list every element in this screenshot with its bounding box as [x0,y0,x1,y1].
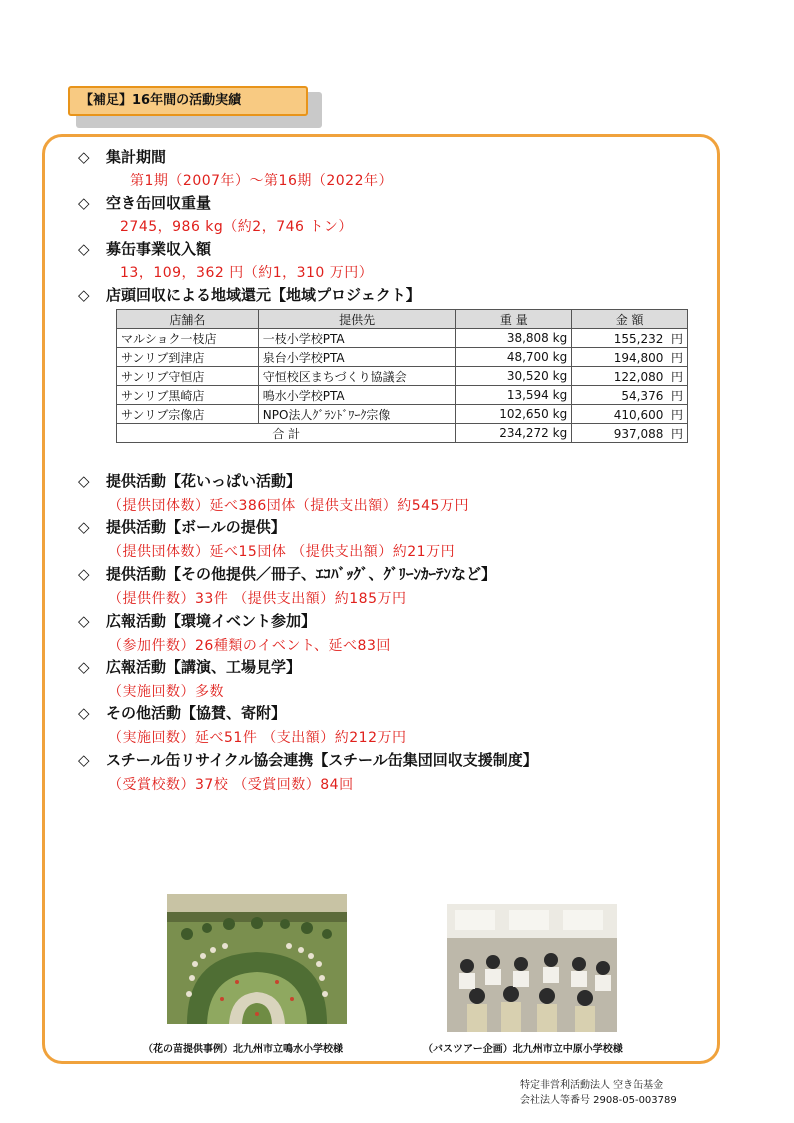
diamond-icon: ◇ [78,565,90,583]
diamond-icon: ◇ [78,286,90,304]
store-cell: サンリブ宗像店 [117,405,259,424]
activity-value: （提供件数）33件 （提供支出額）約185万円 [108,591,407,607]
store-cell: サンリブ守恒店 [117,367,259,386]
diamond-icon: ◇ [78,472,90,490]
yen-unit: 円 [670,426,683,441]
table-row [117,386,688,405]
amount-value: 155,232 [613,331,664,346]
table-row [117,367,688,386]
table-header-cell: 店舗名 [117,310,259,329]
activity-value: （実施回数）多数 [108,684,224,700]
section-project-heading [78,284,421,305]
amount-value: 122,080 [613,369,664,384]
weight-cell: 13,594 kg [456,386,572,405]
amount-cell [572,386,688,405]
activity-title: 提供活動【その他提供／冊子、ｴｺﾊﾞｯｸﾞ、ｸﾞﾘｰﾝｶｰﾃﾝなど】 [106,565,497,583]
diamond-icon: ◇ [78,240,90,258]
total-weight: 234,272 kg [456,424,572,443]
table-row [117,329,688,348]
amount-value: 54,376 [621,388,664,403]
activity-value: （提供団体数）延べ386団体（提供支出額）約545万円 [108,498,469,514]
activity-heading [78,516,286,537]
destination-cell: 守恒校区まちづくり協議会 [258,367,456,386]
total-amount [572,424,688,443]
activity-heading [78,563,496,584]
activity-heading [78,656,301,677]
destination-cell: 鳴水小学校PTA [258,386,456,405]
amount-cell [572,329,688,348]
activity-value: （参加件数）26種類のイベント、延べ83回 [108,638,391,654]
weight-cell: 38,808 kg [456,329,572,348]
weight-cell: 102,650 kg [456,405,572,424]
yen-unit: 円 [670,350,683,365]
footer-organization: 特定非営利活動法人 空き缶基金 [520,1080,664,1091]
section-period-title: 集計期間 [106,148,167,166]
yen-unit: 円 [670,407,683,422]
yen-unit: 円 [670,388,683,403]
activity-value: （提供団体数）延べ15団体 （提供支出額）約21万円 [108,544,456,560]
diamond-icon: ◇ [78,194,90,212]
table-header-cell: 提供先 [258,310,456,329]
store-cell: サンリブ到津店 [117,348,259,367]
activity-value: （実施回数）延べ51件 （支出額）約212万円 [108,730,407,746]
activity-heading [78,610,316,631]
weight-cell: 30,520 kg [456,367,572,386]
diamond-icon: ◇ [78,704,90,722]
diamond-icon: ◇ [78,518,90,536]
amount-value: 194,800 [613,350,664,365]
destination-cell: NPO法人ｸﾞﾗﾝﾄﾞﾜｰｸ宗像 [258,405,456,424]
section-income-heading [78,238,211,259]
activity-title: その他活動【協賛、寄附】 [106,704,287,722]
diamond-icon: ◇ [78,751,90,769]
yen-unit: 円 [670,369,683,384]
amount-value: 937,088 [613,426,664,441]
activity-title: 広報活動【講演、工場見学】 [106,658,302,676]
diamond-icon: ◇ [78,658,90,676]
section-weight-heading [78,192,211,213]
activity-title: 広報活動【環境イベント参加】 [106,612,317,630]
activity-heading [78,470,301,491]
table-row [117,348,688,367]
amount-cell [572,367,688,386]
section-project-title: 店頭回収による地域還元【地域プロジェクト】 [106,286,421,304]
section-period-value: 第1期（2007年）～第16期（2022年） [130,173,393,189]
section-income-value: 13，109，362 円（約1，310 万円） [120,265,374,281]
section-weight-title: 空き缶回収重量 [106,194,212,212]
amount-cell [572,348,688,367]
table-header-cell: 金 額 [572,310,688,329]
activity-heading [78,749,538,770]
table-row [117,405,688,424]
total-label: 合 計 [117,424,456,443]
weight-cell: 48,700 kg [456,348,572,367]
table-header-cell: 重 量 [456,310,572,329]
flower-seedling-photo [167,894,347,1024]
project-table [116,309,688,443]
table-header-row [117,310,688,329]
activity-title: 提供活動【ボールの提供】 [106,518,286,536]
section-weight-value: 2745，986 kg（約2，746 トン） [120,219,353,235]
photo-caption-bus-tour: （バスツアー企画）北九州市立中原小学校様 [423,1044,623,1055]
bus-tour-photo [447,904,617,1032]
amount-value: 410,600 [613,407,664,422]
activity-heading [78,702,286,723]
header-tab [68,86,308,116]
header-title: 【補足】16年間の活動実績 [80,93,242,108]
yen-unit: 円 [670,331,683,346]
store-cell: サンリブ黒崎店 [117,386,259,405]
table-total-row [117,424,688,443]
diamond-icon: ◇ [78,612,90,630]
activity-value: （受賞校数）37校 （受賞回数）84回 [108,777,354,793]
footer-registration-number: 会社法人等番号 2908-05-003789 [520,1095,677,1106]
activity-title: スチール缶リサイクル協会連携【スチール缶集団回収支援制度】 [106,751,538,769]
amount-cell [572,405,688,424]
activity-title: 提供活動【花いっぱい活動】 [106,472,302,490]
photo-caption-flower: （花の苗提供事例）北九州市立鳴水小学校様 [143,1044,343,1055]
destination-cell: 一枝小学校PTA [258,329,456,348]
diamond-icon: ◇ [78,148,90,166]
section-period-heading [78,146,166,167]
section-income-title: 募缶事業収入額 [106,240,212,258]
destination-cell: 泉台小学校PTA [258,348,456,367]
store-cell: マルショク一枝店 [117,329,259,348]
